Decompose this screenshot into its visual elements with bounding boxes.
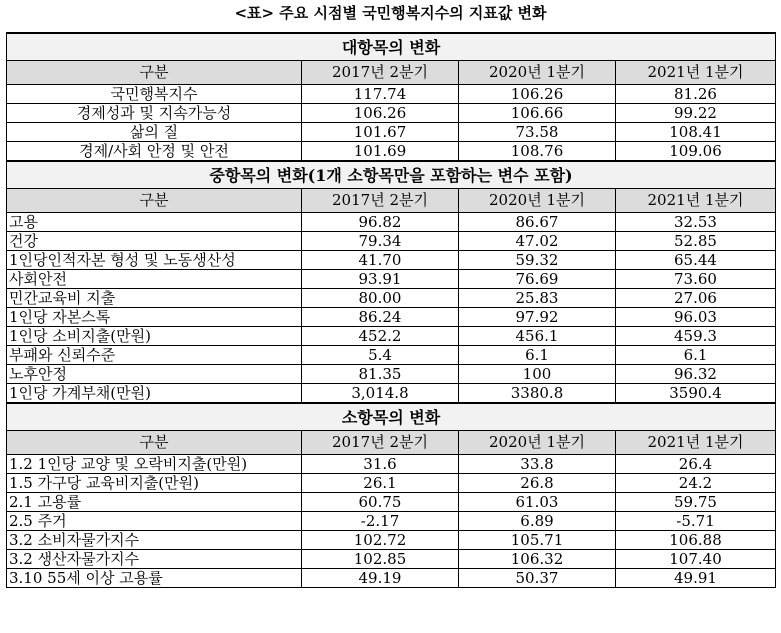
column-header: 2021년 1분기: [616, 431, 776, 455]
value-cell: 106.26: [302, 104, 459, 123]
row-label: 1인당 소비지출(만원): [7, 327, 302, 346]
row-label: 1.5 가구당 교육비지출(만원): [7, 474, 302, 493]
table-row: [7, 104, 776, 123]
table-row: [7, 550, 776, 569]
value-cell: 26.8: [459, 474, 616, 493]
table-caption: <표> 주요 시점별 국민행복지수의 지표값 변화: [234, 4, 547, 22]
value-cell: 76.69: [459, 270, 616, 289]
value-cell: 50.37: [459, 569, 616, 588]
value-cell: 73.58: [459, 123, 616, 142]
value-cell: 109.06: [616, 142, 776, 162]
value-cell: 6.89: [459, 512, 616, 531]
value-cell: 102.72: [302, 531, 459, 550]
value-cell: 26.1: [302, 474, 459, 493]
value-cell: 99.22: [616, 104, 776, 123]
value-cell: 79.34: [302, 232, 459, 251]
table-row: [7, 569, 776, 588]
value-cell: 117.74: [302, 85, 459, 104]
value-cell: 456.1: [459, 327, 616, 346]
row-label: 2.5 주거: [7, 512, 302, 531]
table-row: [7, 308, 776, 327]
row-label: 3.2 소비자물가지수: [7, 531, 302, 550]
value-cell: 49.91: [616, 569, 776, 588]
value-cell: 106.88: [616, 531, 776, 550]
row-label: 3.2 생산자물가지수: [7, 550, 302, 569]
value-cell: 61.03: [459, 493, 616, 512]
value-cell: 86.67: [459, 213, 616, 232]
column-header: 2017년 2분기: [302, 61, 459, 85]
table-row: [7, 512, 776, 531]
value-cell: 81.26: [616, 85, 776, 104]
table-row: [7, 455, 776, 474]
section-heading-row: [7, 33, 776, 61]
value-cell: 31.6: [302, 455, 459, 474]
column-header: 2020년 1분기: [459, 61, 616, 85]
table-row: [7, 493, 776, 512]
section-heading: 소항목의 변화: [7, 403, 776, 431]
column-header: 2020년 1분기: [459, 189, 616, 213]
table-row: [7, 346, 776, 365]
value-cell: 24.2: [616, 474, 776, 493]
value-cell: -5.71: [616, 512, 776, 531]
value-cell: 101.67: [302, 123, 459, 142]
section-heading: 대항목의 변화: [7, 33, 776, 61]
value-cell: 32.53: [616, 213, 776, 232]
value-cell: 81.35: [302, 365, 459, 384]
row-label: 1인당 자본스톡: [7, 308, 302, 327]
table-row: [7, 123, 776, 142]
row-label: 1인당 가계부채(만원): [7, 384, 302, 404]
value-cell: 102.85: [302, 550, 459, 569]
value-cell: 41.70: [302, 251, 459, 270]
row-label: 부패와 신뢰수준: [7, 346, 302, 365]
value-cell: 49.19: [302, 569, 459, 588]
value-cell: 452.2: [302, 327, 459, 346]
table-row: [7, 384, 776, 404]
table-row: [7, 474, 776, 493]
value-cell: 107.40: [616, 550, 776, 569]
value-cell: 33.8: [459, 455, 616, 474]
value-cell: 93.91: [302, 270, 459, 289]
column-header: 2021년 1분기: [616, 189, 776, 213]
row-label: 사회안전: [7, 270, 302, 289]
value-cell: 59.75: [616, 493, 776, 512]
column-header-row: [7, 61, 776, 85]
value-cell: 96.03: [616, 308, 776, 327]
value-cell: 96.82: [302, 213, 459, 232]
value-cell: 86.24: [302, 308, 459, 327]
column-header: 구분: [7, 61, 302, 85]
row-label: 국민행복지수: [7, 85, 302, 104]
value-cell: 106.26: [459, 85, 616, 104]
row-label: 2.1 고용률: [7, 493, 302, 512]
value-cell: 65.44: [616, 251, 776, 270]
row-label: 3.10 55세 이상 고용률: [7, 569, 302, 588]
value-cell: 80.00: [302, 289, 459, 308]
value-cell: 6.1: [459, 346, 616, 365]
table-row: [7, 85, 776, 104]
column-header: 구분: [7, 431, 302, 455]
value-cell: 100: [459, 365, 616, 384]
table-row: [7, 251, 776, 270]
value-cell: 106.32: [459, 550, 616, 569]
row-label: 고용: [7, 213, 302, 232]
value-cell: 5.4: [302, 346, 459, 365]
table-row: [7, 270, 776, 289]
row-label: 민간교육비 지출: [7, 289, 302, 308]
table-body: [7, 33, 776, 588]
section-heading-row: [7, 161, 776, 189]
row-label: 삶의 질: [7, 123, 302, 142]
value-cell: 3380.8: [459, 384, 616, 404]
value-cell: 459.3: [616, 327, 776, 346]
column-header: 2021년 1분기: [616, 61, 776, 85]
value-cell: -2.17: [302, 512, 459, 531]
value-cell: 97.92: [459, 308, 616, 327]
value-cell: 60.75: [302, 493, 459, 512]
column-header-row: [7, 431, 776, 455]
row-label: 건강: [7, 232, 302, 251]
value-cell: 59.32: [459, 251, 616, 270]
value-cell: 105.71: [459, 531, 616, 550]
table-row: [7, 213, 776, 232]
table-row: [7, 531, 776, 550]
table-row: [7, 289, 776, 308]
row-label: 경제성과 및 지속가능성: [7, 104, 302, 123]
happiness-index-table: [6, 32, 776, 588]
table-row: [7, 232, 776, 251]
value-cell: 6.1: [616, 346, 776, 365]
table-row: [7, 327, 776, 346]
column-header: 2017년 2분기: [302, 189, 459, 213]
value-cell: 101.69: [302, 142, 459, 162]
column-header: 2017년 2분기: [302, 431, 459, 455]
value-cell: 47.02: [459, 232, 616, 251]
row-label: 노후안정: [7, 365, 302, 384]
row-label: 1인당인적자본 형성 및 노동생산성: [7, 251, 302, 270]
value-cell: 52.85: [616, 232, 776, 251]
section-heading: 중항목의 변화(1개 소항목만을 포함하는 변수 포함): [7, 161, 776, 189]
value-cell: 26.4: [616, 455, 776, 474]
value-cell: 3,014.8: [302, 384, 459, 404]
table-row: [7, 142, 776, 162]
value-cell: 25.83: [459, 289, 616, 308]
table-row: [7, 365, 776, 384]
column-header: 구분: [7, 189, 302, 213]
value-cell: 108.76: [459, 142, 616, 162]
value-cell: 27.06: [616, 289, 776, 308]
row-label: 경제/사회 안정 및 안전: [7, 142, 302, 162]
column-header: 2020년 1분기: [459, 431, 616, 455]
value-cell: 106.66: [459, 104, 616, 123]
value-cell: 3590.4: [616, 384, 776, 404]
column-header-row: [7, 189, 776, 213]
row-label: 1.2 1인당 교양 및 오락비지출(만원): [7, 455, 302, 474]
value-cell: 108.41: [616, 123, 776, 142]
section-heading-row: [7, 403, 776, 431]
value-cell: 73.60: [616, 270, 776, 289]
value-cell: 96.32: [616, 365, 776, 384]
